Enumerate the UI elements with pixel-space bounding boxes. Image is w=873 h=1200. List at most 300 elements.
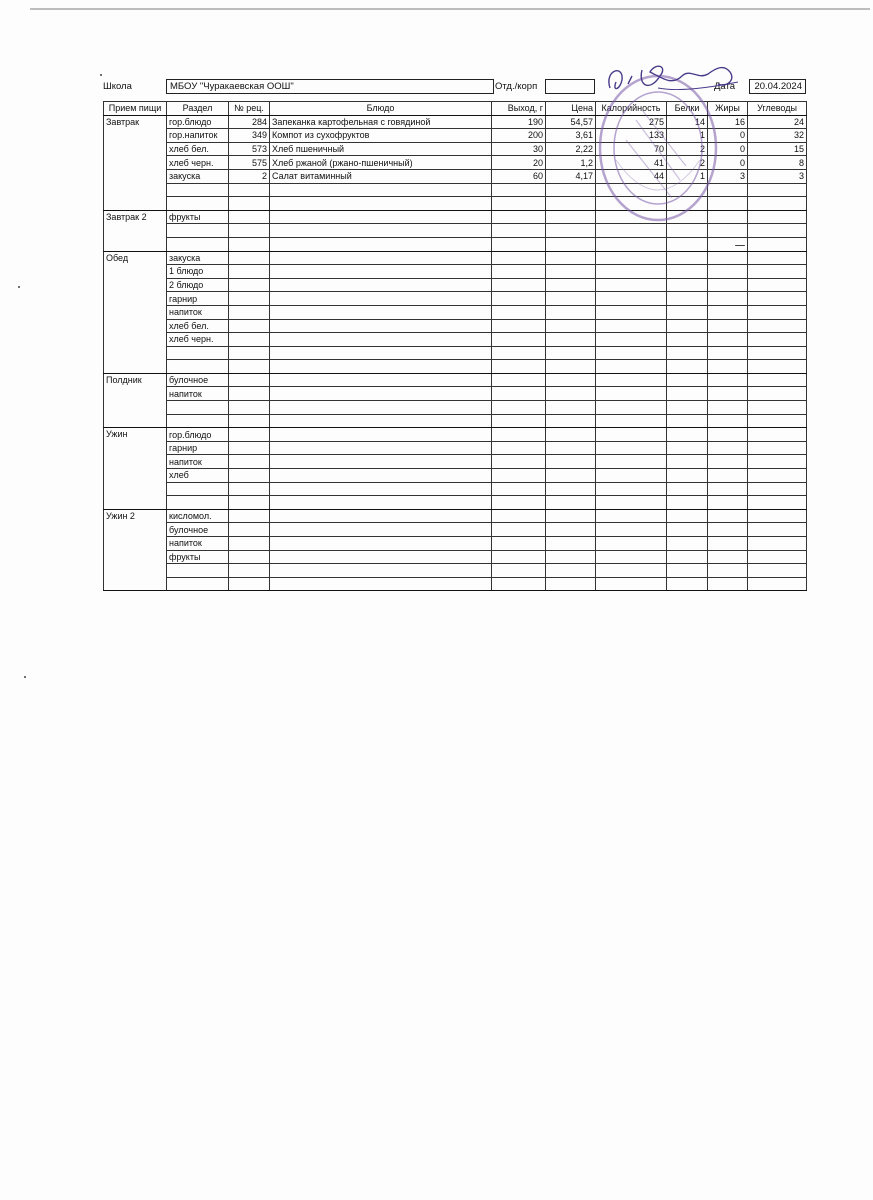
weight-cell	[492, 224, 546, 238]
meal-name-cell: Ужин	[104, 428, 167, 510]
recipe-cell	[229, 428, 270, 442]
price-cell	[546, 251, 596, 265]
carbs-cell	[748, 455, 807, 469]
calories-cell	[596, 183, 667, 197]
fat-cell	[708, 441, 748, 455]
table-row	[104, 469, 807, 483]
table-row	[104, 387, 807, 401]
recipe-cell	[229, 441, 270, 455]
section-cell: гарнир	[167, 441, 229, 455]
price-cell	[546, 224, 596, 238]
table-row	[104, 537, 807, 551]
weight-cell	[492, 564, 546, 578]
calories-cell: 133	[596, 129, 667, 143]
protein-cell	[667, 414, 708, 428]
fat-cell	[708, 333, 748, 347]
protein-cell: 2	[667, 156, 708, 170]
recipe-cell	[229, 523, 270, 537]
price-cell	[546, 564, 596, 578]
section-cell: хлеб черн.	[167, 333, 229, 347]
meal-name-cell: Завтрак	[104, 115, 167, 210]
recipe-cell	[229, 183, 270, 197]
recipe-cell	[229, 319, 270, 333]
fat-cell: 0	[708, 156, 748, 170]
price-cell	[546, 210, 596, 224]
price-cell	[546, 183, 596, 197]
carbs-cell	[748, 305, 807, 319]
dish-cell	[270, 360, 492, 374]
fat-cell	[708, 509, 748, 523]
carbs-cell	[748, 523, 807, 537]
dish-cell	[270, 305, 492, 319]
price-cell	[546, 523, 596, 537]
col-header-price: Цена	[546, 102, 596, 116]
section-cell	[167, 197, 229, 211]
dish-cell	[270, 237, 492, 251]
weight-cell	[492, 441, 546, 455]
table-row	[104, 333, 807, 347]
dish-cell	[270, 482, 492, 496]
protein-cell	[667, 537, 708, 551]
table-row	[104, 251, 807, 265]
price-cell	[546, 414, 596, 428]
scan-edge-line	[30, 8, 870, 10]
recipe-cell	[229, 210, 270, 224]
price-cell: 3,61	[546, 129, 596, 143]
recipe-cell	[229, 455, 270, 469]
protein-cell	[667, 346, 708, 360]
scan-speck	[24, 676, 26, 678]
table-row	[104, 183, 807, 197]
protein-cell: 1	[667, 129, 708, 143]
table-row	[104, 428, 807, 442]
protein-cell	[667, 455, 708, 469]
price-cell	[546, 333, 596, 347]
fat-cell	[708, 346, 748, 360]
protein-cell	[667, 441, 708, 455]
dish-cell	[270, 414, 492, 428]
weight-cell	[492, 469, 546, 483]
weight-cell	[492, 333, 546, 347]
table-row	[104, 115, 807, 129]
carbs-cell	[748, 224, 807, 238]
section-cell: закуска	[167, 169, 229, 183]
section-cell: напиток	[167, 537, 229, 551]
protein-cell	[667, 469, 708, 483]
protein-cell	[667, 360, 708, 374]
section-cell: гарнир	[167, 292, 229, 306]
fat-cell	[708, 537, 748, 551]
recipe-cell	[229, 373, 270, 387]
calories-cell	[596, 577, 667, 591]
calories-cell	[596, 333, 667, 347]
section-cell	[167, 496, 229, 510]
recipe-cell	[229, 509, 270, 523]
weight-cell	[492, 496, 546, 510]
weight-cell	[492, 292, 546, 306]
price-cell	[546, 265, 596, 279]
table-row	[104, 496, 807, 510]
fat-cell	[708, 387, 748, 401]
protein-cell	[667, 319, 708, 333]
recipe-cell: 349	[229, 129, 270, 143]
weight-cell: 30	[492, 142, 546, 156]
calories-cell	[596, 251, 667, 265]
section-cell: 1 блюдо	[167, 265, 229, 279]
calories-cell: 275	[596, 115, 667, 129]
weight-cell	[492, 401, 546, 415]
carbs-cell	[748, 564, 807, 578]
section-cell: булочное	[167, 523, 229, 537]
calories-cell	[596, 523, 667, 537]
col-header-section: Раздел	[167, 102, 229, 116]
dish-cell	[270, 319, 492, 333]
section-cell: гор.блюдо	[167, 115, 229, 129]
calories-cell	[596, 197, 667, 211]
table-row	[104, 265, 807, 279]
section-cell: фрукты	[167, 550, 229, 564]
table-row	[104, 237, 807, 251]
calories-cell	[596, 265, 667, 279]
weight-cell	[492, 346, 546, 360]
carbs-cell	[748, 183, 807, 197]
dish-cell	[270, 441, 492, 455]
calories-cell	[596, 482, 667, 496]
recipe-cell	[229, 237, 270, 251]
recipe-cell	[229, 346, 270, 360]
price-cell	[546, 509, 596, 523]
price-cell	[546, 305, 596, 319]
carbs-cell	[748, 577, 807, 591]
section-cell	[167, 482, 229, 496]
protein-cell	[667, 224, 708, 238]
price-cell	[546, 197, 596, 211]
protein-cell	[667, 564, 708, 578]
dish-cell	[270, 537, 492, 551]
recipe-cell: 284	[229, 115, 270, 129]
section-cell	[167, 564, 229, 578]
protein-cell	[667, 387, 708, 401]
fat-cell	[708, 496, 748, 510]
protein-cell	[667, 265, 708, 279]
meal-name-cell: Ужин 2	[104, 509, 167, 591]
fat-cell	[708, 278, 748, 292]
price-cell	[546, 360, 596, 374]
carbs-cell	[748, 319, 807, 333]
recipe-cell	[229, 292, 270, 306]
recipe-cell	[229, 496, 270, 510]
dish-cell	[270, 455, 492, 469]
calories-cell	[596, 441, 667, 455]
calories-cell: 70	[596, 142, 667, 156]
recipe-cell	[229, 414, 270, 428]
fat-cell: 16	[708, 115, 748, 129]
dish-cell	[270, 550, 492, 564]
section-cell: фрукты	[167, 210, 229, 224]
dish-cell: Компот из сухофруктов	[270, 129, 492, 143]
carbs-cell	[748, 509, 807, 523]
school-label: Школа	[103, 81, 132, 92]
table-row	[104, 278, 807, 292]
table-row	[104, 169, 807, 183]
section-cell: кисломол.	[167, 509, 229, 523]
dish-cell	[270, 224, 492, 238]
calories-cell	[596, 387, 667, 401]
protein-cell	[667, 509, 708, 523]
section-cell: хлеб черн.	[167, 156, 229, 170]
dept-label: Отд./корп	[495, 81, 538, 92]
col-header-carbs: Углеводы	[748, 102, 807, 116]
weight-cell	[492, 509, 546, 523]
price-cell	[546, 482, 596, 496]
fat-cell	[708, 210, 748, 224]
dish-cell	[270, 509, 492, 523]
section-cell: 2 блюдо	[167, 278, 229, 292]
dish-cell	[270, 251, 492, 265]
section-cell	[167, 346, 229, 360]
dish-cell: Хлеб пшеничный	[270, 142, 492, 156]
protein-cell	[667, 197, 708, 211]
fat-cell	[708, 265, 748, 279]
weight-cell	[492, 414, 546, 428]
calories-cell	[596, 319, 667, 333]
weight-cell	[492, 237, 546, 251]
table-row	[104, 509, 807, 523]
table-row	[104, 523, 807, 537]
fat-cell	[708, 305, 748, 319]
carbs-cell	[748, 428, 807, 442]
table-row	[104, 305, 807, 319]
dish-cell	[270, 333, 492, 347]
fat-cell	[708, 482, 748, 496]
carbs-cell	[748, 333, 807, 347]
date-field: 20.04.2024	[749, 79, 806, 94]
price-cell	[546, 577, 596, 591]
protein-cell	[667, 496, 708, 510]
table-row	[104, 210, 807, 224]
dish-cell	[270, 210, 492, 224]
weight-cell	[492, 278, 546, 292]
menu-body	[104, 115, 807, 591]
recipe-cell	[229, 469, 270, 483]
price-cell	[546, 428, 596, 442]
protein-cell	[667, 401, 708, 415]
carbs-cell	[748, 237, 807, 251]
calories-cell	[596, 401, 667, 415]
calories-cell	[596, 373, 667, 387]
calories-cell	[596, 537, 667, 551]
dish-cell	[270, 346, 492, 360]
carbs-cell	[748, 360, 807, 374]
fat-cell: 3	[708, 169, 748, 183]
calories-cell	[596, 428, 667, 442]
weight-cell	[492, 319, 546, 333]
weight-cell	[492, 360, 546, 374]
table-row	[104, 142, 807, 156]
calories-cell	[596, 292, 667, 306]
protein-cell: 1	[667, 169, 708, 183]
table-row	[104, 401, 807, 415]
weight-cell: 60	[492, 169, 546, 183]
carbs-cell	[748, 537, 807, 551]
meal-name-cell: Полдник	[104, 373, 167, 427]
section-cell	[167, 183, 229, 197]
price-cell	[546, 455, 596, 469]
protein-cell	[667, 183, 708, 197]
price-cell	[546, 550, 596, 564]
weight-cell	[492, 197, 546, 211]
protein-cell: 14	[667, 115, 708, 129]
protein-cell	[667, 251, 708, 265]
calories-cell	[596, 278, 667, 292]
scan-speck	[735, 245, 745, 246]
table-row	[104, 455, 807, 469]
calories-cell	[596, 496, 667, 510]
protein-cell	[667, 210, 708, 224]
weight-cell	[492, 387, 546, 401]
dish-cell	[270, 523, 492, 537]
section-cell	[167, 237, 229, 251]
col-header-protein: Белки	[667, 102, 708, 116]
menu-table	[103, 101, 807, 591]
recipe-cell	[229, 537, 270, 551]
fat-cell	[708, 428, 748, 442]
fat-cell	[708, 401, 748, 415]
date-label: Дата	[714, 81, 736, 92]
dish-cell: Запеканка картофельная с говядиной	[270, 115, 492, 129]
section-cell	[167, 414, 229, 428]
weight-cell	[492, 577, 546, 591]
calories-cell	[596, 224, 667, 238]
fat-cell	[708, 469, 748, 483]
dish-cell	[270, 278, 492, 292]
table-row	[104, 129, 807, 143]
weight-cell	[492, 523, 546, 537]
table-header-row	[104, 102, 807, 116]
carbs-cell	[748, 401, 807, 415]
dish-cell	[270, 265, 492, 279]
table-row	[104, 482, 807, 496]
calories-cell	[596, 564, 667, 578]
carbs-cell	[748, 278, 807, 292]
calories-cell	[596, 346, 667, 360]
dish-cell	[270, 387, 492, 401]
col-header-dish: Блюдо	[270, 102, 492, 116]
dish-cell	[270, 373, 492, 387]
carbs-cell	[748, 387, 807, 401]
fat-cell	[708, 319, 748, 333]
scan-speck	[18, 286, 20, 288]
price-cell	[546, 319, 596, 333]
recipe-cell	[229, 482, 270, 496]
fat-cell	[708, 251, 748, 265]
carbs-cell: 8	[748, 156, 807, 170]
section-cell: напиток	[167, 305, 229, 319]
carbs-cell	[748, 265, 807, 279]
carbs-cell: 24	[748, 115, 807, 129]
carbs-cell	[748, 210, 807, 224]
weight-cell	[492, 455, 546, 469]
recipe-cell	[229, 197, 270, 211]
recipe-cell	[229, 564, 270, 578]
weight-cell	[492, 265, 546, 279]
calories-cell	[596, 550, 667, 564]
weight-cell	[492, 183, 546, 197]
dept-field	[545, 79, 595, 94]
price-cell	[546, 441, 596, 455]
meal-name-cell: Обед	[104, 251, 167, 373]
fat-cell	[708, 183, 748, 197]
protein-cell: 2	[667, 142, 708, 156]
table-row	[104, 292, 807, 306]
price-cell: 2,22	[546, 142, 596, 156]
price-cell	[546, 292, 596, 306]
table-row	[104, 564, 807, 578]
carbs-cell	[748, 197, 807, 211]
dish-cell	[270, 292, 492, 306]
section-cell: булочное	[167, 373, 229, 387]
carbs-cell	[748, 251, 807, 265]
protein-cell	[667, 373, 708, 387]
calories-cell: 44	[596, 169, 667, 183]
col-header-calories: Калорийность	[596, 102, 667, 116]
recipe-cell	[229, 278, 270, 292]
calories-cell: 41	[596, 156, 667, 170]
carbs-cell	[748, 373, 807, 387]
protein-cell	[667, 428, 708, 442]
calories-cell	[596, 210, 667, 224]
weight-cell	[492, 428, 546, 442]
recipe-cell	[229, 333, 270, 347]
dish-cell	[270, 577, 492, 591]
carbs-cell	[748, 414, 807, 428]
table-row	[104, 414, 807, 428]
document-header	[103, 79, 806, 95]
weight-cell	[492, 373, 546, 387]
dish-cell	[270, 496, 492, 510]
recipe-cell: 573	[229, 142, 270, 156]
section-cell: напиток	[167, 387, 229, 401]
dish-cell	[270, 469, 492, 483]
price-cell: 54,57	[546, 115, 596, 129]
col-header-fat: Жиры	[708, 102, 748, 116]
weight-cell: 190	[492, 115, 546, 129]
dish-cell: Хлеб ржаной (ржано-пшеничный)	[270, 156, 492, 170]
price-cell: 4,17	[546, 169, 596, 183]
fat-cell: 0	[708, 129, 748, 143]
price-cell	[546, 401, 596, 415]
fat-cell	[708, 564, 748, 578]
carbs-cell	[748, 441, 807, 455]
table-row	[104, 550, 807, 564]
table-row	[104, 346, 807, 360]
carbs-cell: 15	[748, 142, 807, 156]
table-row	[104, 156, 807, 170]
price-cell	[546, 537, 596, 551]
table-row	[104, 577, 807, 591]
weight-cell	[492, 550, 546, 564]
recipe-cell	[229, 401, 270, 415]
section-cell: хлеб бел.	[167, 142, 229, 156]
carbs-cell	[748, 496, 807, 510]
fat-cell	[708, 360, 748, 374]
recipe-cell	[229, 265, 270, 279]
dish-cell: Салат витаминный	[270, 169, 492, 183]
recipe-cell: 575	[229, 156, 270, 170]
protein-cell	[667, 482, 708, 496]
table-row	[104, 441, 807, 455]
price-cell	[546, 278, 596, 292]
